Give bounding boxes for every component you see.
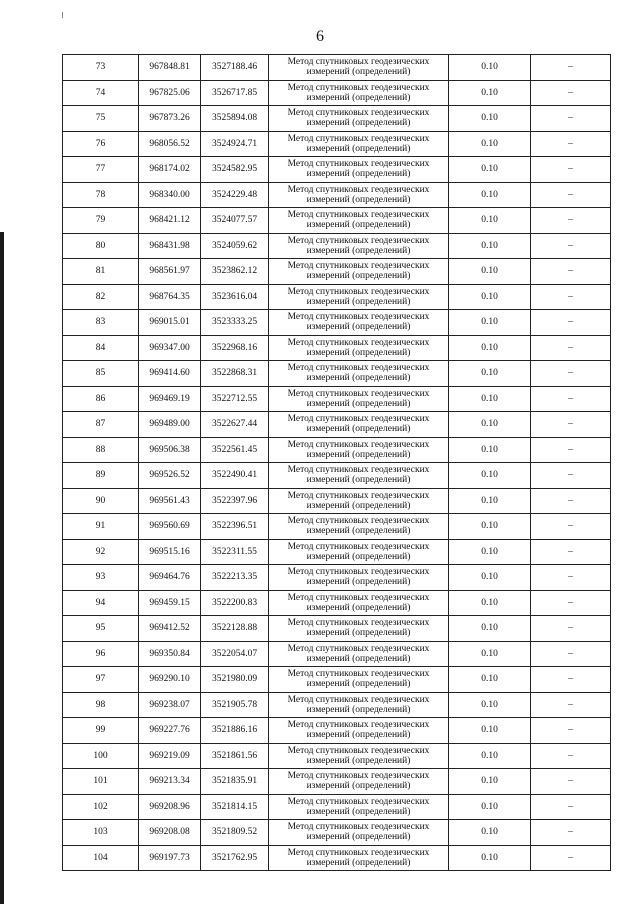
coordinate-y-cell: 3522561.45 (201, 437, 269, 463)
method-line-2: измерений (определений) (306, 449, 411, 460)
coordinate-y-cell: 3521980.09 (201, 667, 269, 693)
method-line-2: измерений (определений) (306, 781, 411, 792)
point-number-cell: 104 (63, 845, 139, 871)
method-cell (269, 335, 449, 361)
point-number-cell: 86 (63, 386, 139, 412)
accuracy-cell: 0.10 (449, 335, 531, 361)
method-line-2: измерений (определений) (306, 398, 411, 409)
point-number-cell: 100 (63, 743, 139, 769)
coordinate-x-cell: 969227.76 (139, 718, 201, 744)
method-line-1: Метод спутниковых геодезических (287, 592, 430, 603)
method-line-1: Метод спутниковых геодезических (287, 694, 430, 705)
coordinate-x-cell: 968431.98 (139, 233, 201, 259)
method-line-1: Метод спутниковых геодезических (287, 439, 430, 450)
point-number-cell: 75 (63, 106, 139, 132)
method-cell (269, 616, 449, 642)
method-line-1: Метод спутниковых геодезических (287, 822, 430, 833)
accuracy-cell: 0.10 (449, 131, 531, 157)
method-line-1: Метод спутниковых геодезических (287, 235, 430, 246)
point-number-cell: 77 (63, 157, 139, 183)
note-cell: – (531, 335, 611, 361)
note-cell: – (531, 412, 611, 438)
table-row (63, 590, 611, 616)
method-cell (269, 131, 449, 157)
coordinate-y-cell: 3522868.31 (201, 361, 269, 387)
method-line-2: измерений (определений) (306, 347, 411, 358)
coordinate-x-cell: 969213.34 (139, 769, 201, 795)
note-cell: – (531, 182, 611, 208)
point-number-cell: 95 (63, 616, 139, 642)
accuracy-cell: 0.10 (449, 539, 531, 565)
method-line-1: Метод спутниковых геодезических (287, 286, 430, 297)
method-line-2: измерений (определений) (306, 475, 411, 486)
method-line-2: измерений (определений) (306, 704, 411, 715)
method-line-1: Метод спутниковых геодезических (287, 337, 430, 348)
method-line-1: Метод спутниковых геодезических (287, 184, 430, 195)
coordinate-y-cell: 3521762.95 (201, 845, 269, 871)
coordinate-y-cell: 3522397.96 (201, 488, 269, 514)
table-row (63, 55, 611, 81)
accuracy-cell: 0.10 (449, 361, 531, 387)
coordinate-y-cell: 3522712.55 (201, 386, 269, 412)
accuracy-cell: 0.10 (449, 106, 531, 132)
method-line-1: Метод спутниковых геодезических (287, 465, 430, 476)
coordinate-x-cell: 967825.06 (139, 80, 201, 106)
accuracy-cell: 0.10 (449, 667, 531, 693)
method-line-2: измерений (определений) (306, 245, 411, 256)
point-number-cell: 73 (63, 55, 139, 81)
method-cell (269, 565, 449, 591)
method-cell (269, 284, 449, 310)
method-line-1: Метод спутниковых геодезических (287, 516, 430, 527)
accuracy-cell: 0.10 (449, 437, 531, 463)
note-cell: – (531, 361, 611, 387)
accuracy-cell: 0.10 (449, 259, 531, 285)
method-line-1: Метод спутниковых геодезических (287, 388, 430, 399)
table-row (63, 386, 611, 412)
point-number-cell: 87 (63, 412, 139, 438)
coordinate-x-cell: 969459.15 (139, 590, 201, 616)
table-row (63, 845, 611, 871)
coordinate-x-cell: 969464.76 (139, 565, 201, 591)
method-cell (269, 590, 449, 616)
note-cell: – (531, 820, 611, 846)
table-row (63, 80, 611, 106)
coordinate-x-cell: 969560.69 (139, 514, 201, 540)
method-cell (269, 55, 449, 81)
table-row (63, 437, 611, 463)
scan-margin-bar (0, 232, 4, 904)
method-line-2: измерений (определений) (306, 67, 411, 78)
accuracy-cell: 0.10 (449, 182, 531, 208)
coordinate-y-cell: 3524229.48 (201, 182, 269, 208)
coordinate-y-cell: 3524582.95 (201, 157, 269, 183)
method-line-1: Метод спутниковых геодезических (287, 567, 430, 578)
table-row (63, 641, 611, 667)
coordinate-y-cell: 3522968.16 (201, 335, 269, 361)
coordinate-x-cell: 967848.81 (139, 55, 201, 81)
coordinate-x-cell: 968764.35 (139, 284, 201, 310)
table-row (63, 335, 611, 361)
accuracy-cell: 0.10 (449, 310, 531, 336)
note-cell: – (531, 131, 611, 157)
table-row (63, 565, 611, 591)
table-row (63, 233, 611, 259)
point-number-cell: 97 (63, 667, 139, 693)
method-cell (269, 463, 449, 489)
table-row (63, 692, 611, 718)
method-line-2: измерений (определений) (306, 296, 411, 307)
method-cell (269, 539, 449, 565)
coordinate-y-cell: 3521905.78 (201, 692, 269, 718)
method-line-1: Метод спутниковых геодезических (287, 363, 430, 374)
coordinate-y-cell: 3522128.88 (201, 616, 269, 642)
coordinate-y-cell: 3522311.55 (201, 539, 269, 565)
table-row (63, 488, 611, 514)
method-line-1: Метод спутниковых геодезических (287, 490, 430, 501)
point-number-cell: 76 (63, 131, 139, 157)
coordinate-x-cell: 969197.73 (139, 845, 201, 871)
accuracy-cell: 0.10 (449, 565, 531, 591)
coordinates-table (62, 54, 611, 871)
coordinate-y-cell: 3524059.62 (201, 233, 269, 259)
coordinate-y-cell: 3521814.15 (201, 794, 269, 820)
coordinate-x-cell: 969208.08 (139, 820, 201, 846)
method-line-2: измерений (определений) (306, 653, 411, 664)
point-number-cell: 101 (63, 769, 139, 795)
method-line-1: Метод спутниковых геодезических (287, 796, 430, 807)
coordinate-y-cell: 3522200.83 (201, 590, 269, 616)
method-line-2: измерений (определений) (306, 628, 411, 639)
accuracy-cell: 0.10 (449, 514, 531, 540)
accuracy-cell: 0.10 (449, 743, 531, 769)
method-line-1: Метод спутниковых геодезических (287, 720, 430, 731)
method-cell (269, 769, 449, 795)
table-row (63, 361, 611, 387)
accuracy-cell: 0.10 (449, 769, 531, 795)
coordinate-x-cell: 968056.52 (139, 131, 201, 157)
note-cell: – (531, 514, 611, 540)
point-number-cell: 85 (63, 361, 139, 387)
point-number-cell: 83 (63, 310, 139, 336)
method-line-1: Метод спутниковых геодезических (287, 414, 430, 425)
method-line-2: измерений (определений) (306, 194, 411, 205)
coordinate-y-cell: 3524924.71 (201, 131, 269, 157)
coordinate-x-cell: 968340.00 (139, 182, 201, 208)
table-row (63, 310, 611, 336)
point-number-cell: 78 (63, 182, 139, 208)
coordinate-x-cell: 969561.43 (139, 488, 201, 514)
table-row (63, 208, 611, 234)
accuracy-cell: 0.10 (449, 284, 531, 310)
coordinate-x-cell: 969414.60 (139, 361, 201, 387)
coordinate-x-cell: 968561.97 (139, 259, 201, 285)
coordinate-x-cell: 967873.26 (139, 106, 201, 132)
method-cell (269, 80, 449, 106)
method-cell (269, 386, 449, 412)
method-line-1: Метод спутниковых геодезических (287, 847, 430, 858)
point-number-cell: 80 (63, 233, 139, 259)
accuracy-cell: 0.10 (449, 794, 531, 820)
point-number-cell: 88 (63, 437, 139, 463)
accuracy-cell: 0.10 (449, 692, 531, 718)
note-cell: – (531, 667, 611, 693)
method-line-1: Метод спутниковых геодезических (287, 618, 430, 629)
coordinate-y-cell: 3522054.07 (201, 641, 269, 667)
method-line-1: Метод спутниковых геодезических (287, 669, 430, 680)
table-row (63, 769, 611, 795)
method-cell (269, 845, 449, 871)
coordinate-x-cell: 969526.52 (139, 463, 201, 489)
coordinate-x-cell: 969290.10 (139, 667, 201, 693)
accuracy-cell: 0.10 (449, 412, 531, 438)
method-line-2: измерений (определений) (306, 832, 411, 843)
method-cell (269, 667, 449, 693)
coordinate-y-cell: 3526717.85 (201, 80, 269, 106)
method-cell (269, 488, 449, 514)
method-line-1: Метод спутниковых геодезических (287, 771, 430, 782)
point-number-cell: 89 (63, 463, 139, 489)
coordinate-x-cell: 969469.19 (139, 386, 201, 412)
coordinate-x-cell: 969506.38 (139, 437, 201, 463)
table-row (63, 106, 611, 132)
method-line-2: измерений (определений) (306, 143, 411, 154)
method-line-2: измерений (определений) (306, 755, 411, 766)
note-cell: – (531, 539, 611, 565)
coordinate-x-cell: 968174.02 (139, 157, 201, 183)
method-cell (269, 794, 449, 820)
accuracy-cell: 0.10 (449, 80, 531, 106)
note-cell: – (531, 437, 611, 463)
point-number-cell: 91 (63, 514, 139, 540)
method-line-2: измерений (определений) (306, 92, 411, 103)
accuracy-cell: 0.10 (449, 616, 531, 642)
method-line-2: измерений (определений) (306, 169, 411, 180)
note-cell: – (531, 106, 611, 132)
point-number-cell: 84 (63, 335, 139, 361)
coordinate-x-cell: 969347.00 (139, 335, 201, 361)
coordinate-x-cell: 969208.96 (139, 794, 201, 820)
method-line-2: измерений (определений) (306, 322, 411, 333)
table-row (63, 131, 611, 157)
coordinate-x-cell: 969350.84 (139, 641, 201, 667)
table-row (63, 182, 611, 208)
coordinate-y-cell: 3522627.44 (201, 412, 269, 438)
accuracy-cell: 0.10 (449, 718, 531, 744)
note-cell: – (531, 845, 611, 871)
coordinates-table-body (63, 55, 611, 871)
method-cell (269, 820, 449, 846)
note-cell: – (531, 590, 611, 616)
method-cell (269, 233, 449, 259)
note-cell: – (531, 718, 611, 744)
note-cell: – (531, 310, 611, 336)
table-row (63, 157, 611, 183)
method-line-1: Метод спутниковых геодезических (287, 57, 430, 68)
method-line-2: измерений (определений) (306, 602, 411, 613)
coordinate-y-cell: 3522490.41 (201, 463, 269, 489)
method-line-1: Метод спутниковых геодезических (287, 133, 430, 144)
coordinate-y-cell: 3524077.57 (201, 208, 269, 234)
method-line-1: Метод спутниковых геодезических (287, 261, 430, 272)
method-cell (269, 310, 449, 336)
method-cell (269, 259, 449, 285)
accuracy-cell: 0.10 (449, 845, 531, 871)
accuracy-cell: 0.10 (449, 55, 531, 81)
method-line-1: Метод спутниковых геодезических (287, 108, 430, 119)
coordinate-y-cell: 3523862.12 (201, 259, 269, 285)
note-cell: – (531, 692, 611, 718)
note-cell: – (531, 743, 611, 769)
coordinate-x-cell: 968421.12 (139, 208, 201, 234)
method-line-2: измерений (определений) (306, 551, 411, 562)
method-cell (269, 208, 449, 234)
note-cell: – (531, 488, 611, 514)
note-cell: – (531, 259, 611, 285)
point-number-cell: 92 (63, 539, 139, 565)
accuracy-cell: 0.10 (449, 233, 531, 259)
method-line-2: измерений (определений) (306, 679, 411, 690)
method-line-2: измерений (определений) (306, 500, 411, 511)
coordinate-x-cell: 969489.00 (139, 412, 201, 438)
coordinate-y-cell: 3523616.04 (201, 284, 269, 310)
method-line-2: измерений (определений) (306, 271, 411, 282)
coordinate-y-cell: 3522396.51 (201, 514, 269, 540)
method-cell (269, 437, 449, 463)
note-cell: – (531, 233, 611, 259)
note-cell: – (531, 769, 611, 795)
method-cell (269, 157, 449, 183)
note-cell: – (531, 386, 611, 412)
note-cell: – (531, 208, 611, 234)
note-cell: – (531, 794, 611, 820)
method-line-2: измерений (определений) (306, 220, 411, 231)
coordinate-x-cell: 969015.01 (139, 310, 201, 336)
accuracy-cell: 0.10 (449, 463, 531, 489)
accuracy-cell: 0.10 (449, 820, 531, 846)
accuracy-cell: 0.10 (449, 208, 531, 234)
coordinate-y-cell: 3522213.35 (201, 565, 269, 591)
coordinate-y-cell: 3525894.08 (201, 106, 269, 132)
note-cell: – (531, 463, 611, 489)
point-number-cell: 99 (63, 718, 139, 744)
table-row (63, 259, 611, 285)
method-cell (269, 692, 449, 718)
coordinate-y-cell: 3521861.56 (201, 743, 269, 769)
table-row (63, 667, 611, 693)
method-line-2: измерений (определений) (306, 118, 411, 129)
coordinate-y-cell: 3521809.52 (201, 820, 269, 846)
method-cell (269, 514, 449, 540)
accuracy-cell: 0.10 (449, 386, 531, 412)
method-line-2: измерений (определений) (306, 806, 411, 817)
method-line-1: Метод спутниковых геодезических (287, 210, 430, 221)
note-cell: – (531, 616, 611, 642)
method-cell (269, 743, 449, 769)
coordinate-y-cell: 3521835.91 (201, 769, 269, 795)
method-line-1: Метод спутниковых геодезических (287, 745, 430, 756)
table-row (63, 743, 611, 769)
method-cell (269, 641, 449, 667)
method-line-2: измерений (определений) (306, 526, 411, 537)
method-cell (269, 718, 449, 744)
coordinate-y-cell: 3523333.25 (201, 310, 269, 336)
method-cell (269, 182, 449, 208)
method-line-1: Метод спутниковых геодезических (287, 643, 430, 654)
table-row (63, 463, 611, 489)
coordinate-x-cell: 969219.09 (139, 743, 201, 769)
point-number-cell: 74 (63, 80, 139, 106)
table-row (63, 794, 611, 820)
point-number-cell: 81 (63, 259, 139, 285)
method-line-2: измерений (определений) (306, 857, 411, 868)
accuracy-cell: 0.10 (449, 488, 531, 514)
point-number-cell: 94 (63, 590, 139, 616)
scan-speck (62, 12, 63, 18)
point-number-cell: 79 (63, 208, 139, 234)
accuracy-cell: 0.10 (449, 157, 531, 183)
point-number-cell: 93 (63, 565, 139, 591)
coordinate-y-cell: 3521886.16 (201, 718, 269, 744)
method-line-2: измерений (определений) (306, 730, 411, 741)
point-number-cell: 90 (63, 488, 139, 514)
method-line-1: Метод спутниковых геодезических (287, 82, 430, 93)
table-row (63, 718, 611, 744)
table-row (63, 514, 611, 540)
method-cell (269, 361, 449, 387)
point-number-cell: 102 (63, 794, 139, 820)
method-line-1: Метод спутниковых геодезических (287, 312, 430, 323)
method-line-2: измерений (определений) (306, 577, 411, 588)
note-cell: – (531, 284, 611, 310)
coordinate-y-cell: 3527188.46 (201, 55, 269, 81)
method-cell (269, 106, 449, 132)
note-cell: – (531, 80, 611, 106)
note-cell: – (531, 565, 611, 591)
point-number-cell: 82 (63, 284, 139, 310)
method-line-2: измерений (определений) (306, 373, 411, 384)
table-row (63, 412, 611, 438)
point-number-cell: 96 (63, 641, 139, 667)
table-row (63, 539, 611, 565)
accuracy-cell: 0.10 (449, 590, 531, 616)
coordinate-x-cell: 969238.07 (139, 692, 201, 718)
note-cell: – (531, 641, 611, 667)
table-row (63, 820, 611, 846)
page-number: 6 (316, 28, 324, 45)
coordinate-x-cell: 969515.16 (139, 539, 201, 565)
coordinate-x-cell: 969412.52 (139, 616, 201, 642)
table-row (63, 616, 611, 642)
note-cell: – (531, 157, 611, 183)
method-cell (269, 412, 449, 438)
method-line-1: Метод спутниковых геодезических (287, 159, 430, 170)
point-number-cell: 103 (63, 820, 139, 846)
accuracy-cell: 0.10 (449, 641, 531, 667)
method-line-2: измерений (определений) (306, 424, 411, 435)
table-row (63, 284, 611, 310)
method-line-1: Метод спутниковых геодезических (287, 541, 430, 552)
note-cell: – (531, 55, 611, 81)
point-number-cell: 98 (63, 692, 139, 718)
